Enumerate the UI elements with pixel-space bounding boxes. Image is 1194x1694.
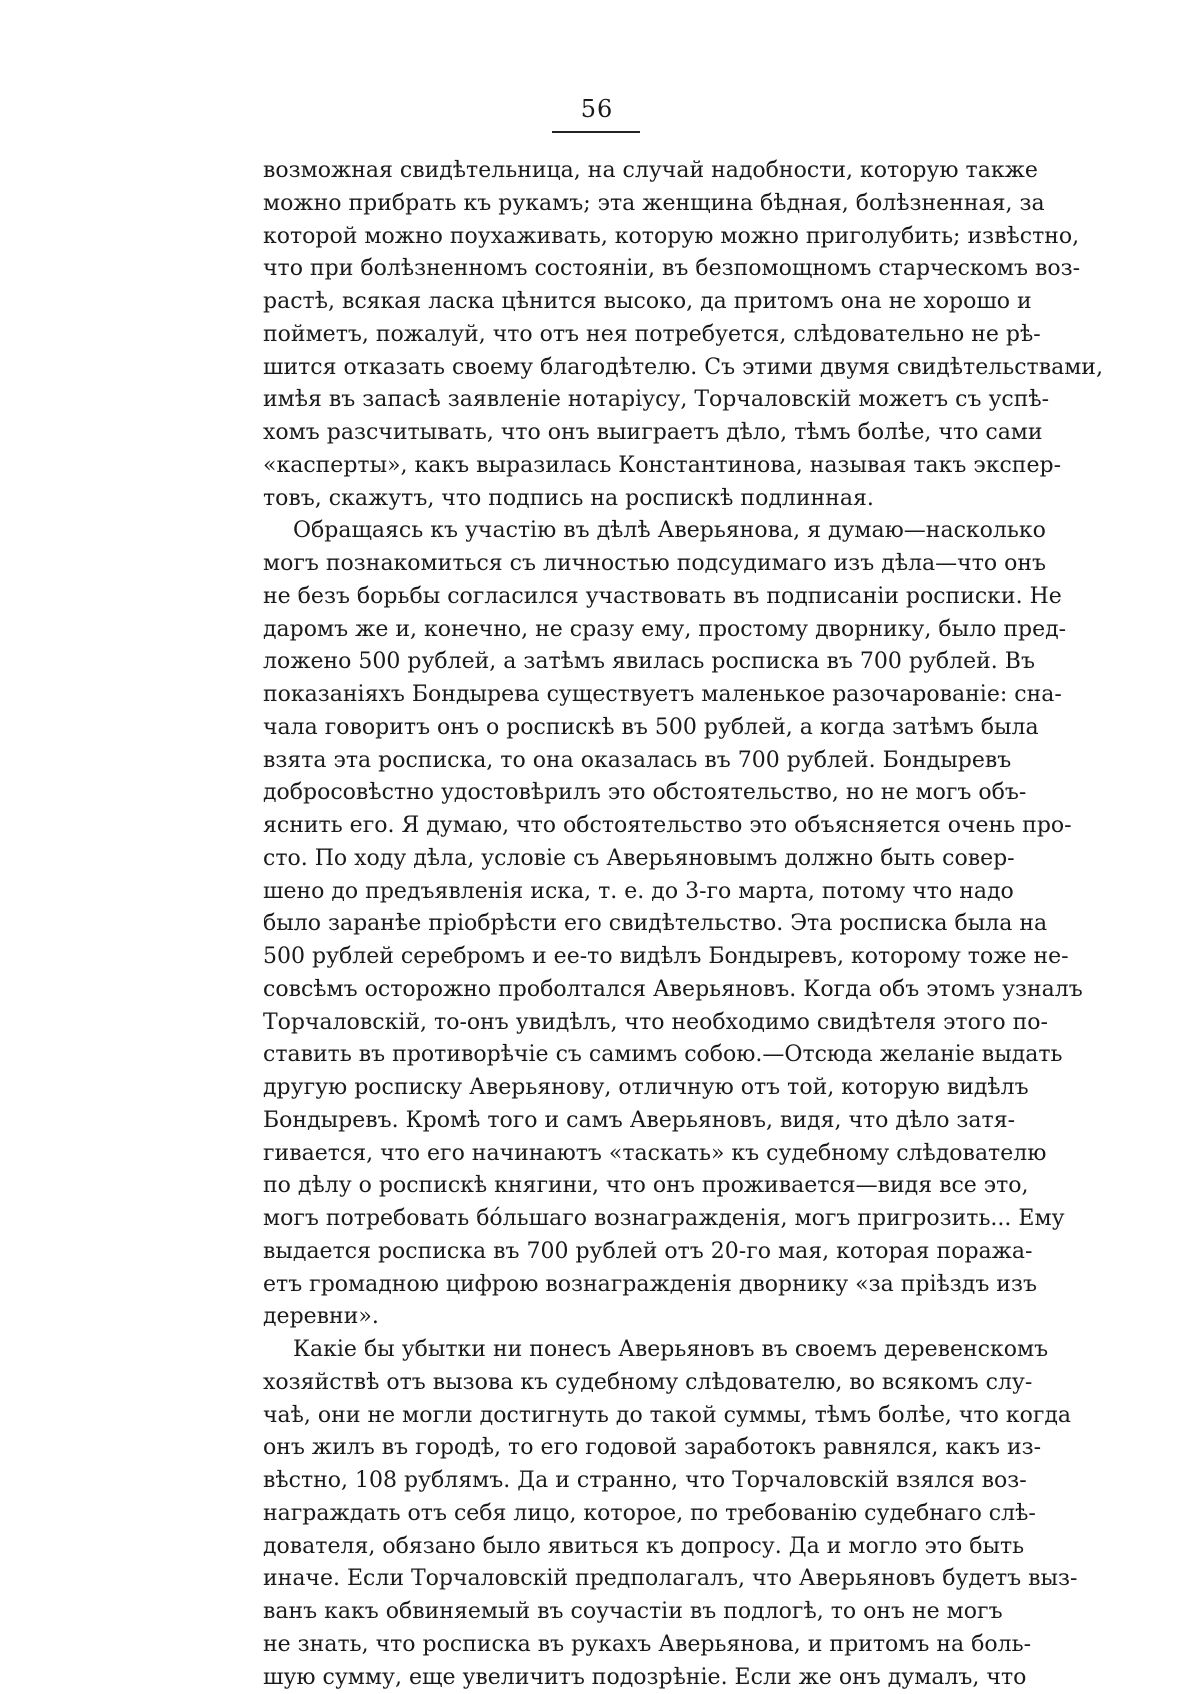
text-line: чаѣ, они не могли достигнуть до такой суммы, тѣмъ болѣе, что когда [263,1400,931,1433]
text-line: взята эта росписка, то она оказалась въ 700 рублей. Бондыревъ [263,745,931,778]
text-line: Какіе бы убытки ни понесъ Аверьяновъ въ своемъ деревенскомъ [263,1334,931,1367]
text-line: не знать, что росписка въ рукахъ Аверьянова, и притомъ на боль- [263,1629,931,1662]
text-line: шится отказать своему благодѣтелю. Съ этими двумя свидѣтельствами, [263,352,931,385]
text-line: шено до предъявленія иска, т. е. до 3-го марта, потому что надо [263,876,931,909]
text-line: добросовѣстно удостовѣрилъ это обстоятельство, но не могъ объ- [263,777,931,810]
text-line: другую росписку Аверьянову, отличную отъ той, которую видѣлъ [263,1072,931,1105]
text-line: етъ громадною цифрою вознагражденія дворнику «за пріѣздъ изъ [263,1269,931,1302]
text-line: награждать отъ себя лицо, которое, по требованію судебнаго слѣ- [263,1498,931,1531]
text-line: ванъ какъ обвиняемый въ соучастіи въ подлогѣ, то онъ не могъ [263,1596,931,1629]
paragraph [263,1334,931,1694]
text-line: шую сумму, еще увеличитъ подозрѣніе. Если же онъ думалъ, что [263,1662,931,1694]
text-line: могъ потребовать бо́льшаго вознагражденія, могъ пригрозить... Ему [263,1203,931,1236]
text-line: Торчаловскій, то-онъ увидѣлъ, что необходимо свидѣтеля этого по- [263,1007,931,1040]
text-line: вѣстно, 108 рублямъ. Да и странно, что Торчаловскій взялся воз- [263,1465,931,1498]
text-line: растѣ, всякая ласка цѣнится высоко, да притомъ она не хорошо и [263,286,931,319]
text-line: было заранѣе пріобрѣсти его свидѣтельство. Эта росписка была на [263,908,931,941]
text-line: яснить его. Я думаю, что обстоятельство это объясняется очень про- [263,810,931,843]
text-line: онъ жилъ въ городѣ, то его годовой заработокъ равнялся, какъ из- [263,1432,931,1465]
paragraph [263,515,931,1334]
text-line: пойметъ, пожалуй, что отъ нея потребуется, слѣдовательно не рѣ- [263,319,931,352]
text-line: сто. По ходу дѣла, условіе съ Аверьяновымъ должно быть совер- [263,843,931,876]
text-line: по дѣлу о роспискѣ княгини, что онъ проживается—видя все это, [263,1170,931,1203]
paragraph [263,155,931,515]
text-line: хозяйствѣ отъ вызова къ судебному слѣдователю, во всякомъ слу- [263,1367,931,1400]
text-line: дователя, обязано было явиться къ допросу. Да и могло это быть [263,1531,931,1564]
text-line: иначе. Если Торчаловскій предполагалъ, что Аверьяновъ будетъ выз- [263,1563,931,1596]
text-line: даромъ же и, конечно, не сразу ему, простому дворнику, было пред- [263,614,931,647]
text-line: гивается, что его начинаютъ «таскать» къ судебному слѣдователю [263,1138,931,1171]
text-line: могъ познакомиться съ личностью подсудимаго изъ дѣла—что онъ [263,548,931,581]
text-line: деревни». [263,1301,931,1334]
text-line: которой можно поухаживать, которую можно приголубить; извѣстно, [263,221,931,254]
page-number: 56 [0,94,1194,124]
text-line: что при болѣзненномъ состояніи, въ безпомощномъ старческомъ воз- [263,253,931,286]
text-line: не безъ борьбы согласился участвовать въ подписаніи росписки. Не [263,581,931,614]
text-line: ложено 500 рублей, а затѣмъ явилась росписка въ 700 рублей. Въ [263,646,931,679]
text-line: ставить въ противорѣчіе съ самимъ собою.—Отсюда желаніе выдать [263,1039,931,1072]
text-line: можно прибрать къ рукамъ; эта женщина бѣдная, болѣзненная, за [263,188,931,221]
text-line: имѣя въ запасѣ заявленіе нотаріусу, Торчаловскій можетъ съ успѣ- [263,384,931,417]
text-line: хомъ разсчитывать, что онъ выиграетъ дѣло, тѣмъ болѣе, что сами [263,417,931,450]
body-text [263,155,931,1694]
text-line: возможная свидѣтельница, на случай надобности, которую также [263,155,931,188]
text-line: «касперты», какъ выразилась Константинова, называя такъ экспер- [263,450,931,483]
text-line: выдается росписка въ 700 рублей отъ 20-го мая, которая поража- [263,1236,931,1269]
text-line: Бондыревъ. Кромѣ того и самъ Аверьяновъ, видя, что дѣло затя- [263,1105,931,1138]
text-line: 500 рублей серебромъ и ее-то видѣлъ Бондыревъ, которому тоже не- [263,941,931,974]
text-line: товъ, скажутъ, что подпись на роспискѣ подлинная. [263,483,931,516]
text-line: показаніяхъ Бондырева существуетъ маленькое разочарованіе: сна- [263,679,931,712]
text-line: совсѣмъ осторожно проболтался Аверьяновъ. Когда объ этомъ узналъ [263,974,931,1007]
text-line: чала говоритъ онъ о роспискѣ въ 500 рублей, а когда затѣмъ была [263,712,931,745]
page-number-rule [552,131,640,133]
text-line: Обращаясь къ участію въ дѣлѣ Аверьянова, я думаю—насколько [263,515,931,548]
